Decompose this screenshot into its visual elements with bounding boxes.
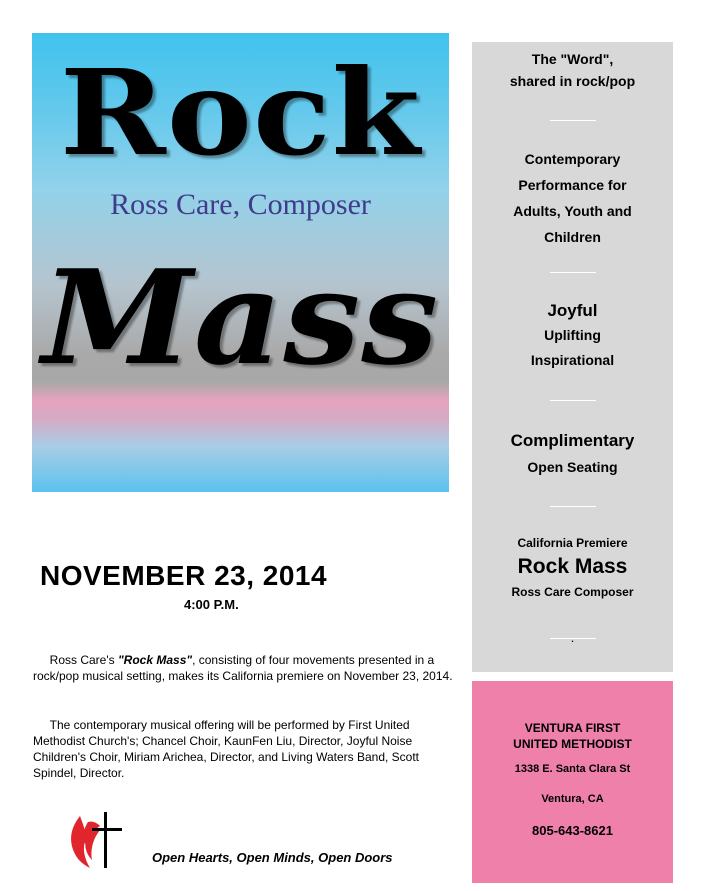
sidebar-text: California Premiere (517, 536, 628, 550)
description-p2-text: The contemporary musical offering will be performed by First United Methodist Church's; Chancel Choir, KaunFen Liu, Director, Joyful Noise Children's Choir, Miriam Arichea, Director, and Living Waters Band, Scott Spindel, Director. (33, 718, 420, 780)
description-paragraph-1 (33, 652, 459, 684)
sidebar-text: Rock Mass (517, 555, 628, 578)
sidebar-section-joyful (472, 299, 673, 373)
church-name-line: VENTURA FIRST (524, 721, 621, 735)
description-p1-prefix: Ross Care's (49, 653, 118, 667)
hero-title-mass: Mass (41, 241, 440, 394)
contact-box (472, 681, 673, 883)
sidebar-section-seating (472, 429, 673, 481)
tagline: Open Hearts, Open Minds, Open Doors (152, 850, 393, 865)
hero-banner (32, 33, 449, 492)
sidebar-dot: . (571, 634, 574, 644)
event-time: 4:00 P.M. (184, 597, 239, 612)
sidebar-text: Joyful (547, 301, 598, 320)
church-name-line: UNITED METHODIST (513, 737, 632, 751)
sidebar-text: Complimentary (510, 431, 635, 450)
description-p1-rest: , consisting of four movements presented in a rock/pop musical setting, makes its California premiere on November 23, 2014. (33, 653, 453, 683)
sidebar-text: Ross Care Composer (511, 585, 634, 599)
sidebar-section-performance (472, 146, 673, 250)
cross-and-flame-icon (66, 808, 132, 870)
description-p1-title: "Rock Mass" (117, 653, 193, 667)
description-paragraph-2 (33, 717, 459, 781)
sidebar-divider (550, 120, 596, 121)
church-address: 1338 E. Santa Clara St (514, 763, 631, 775)
church-phone: 805-643-8621 (532, 823, 613, 838)
sidebar-text: Inspirational (530, 352, 615, 368)
church-city: Ventura, CA (541, 793, 604, 805)
sidebar-text: Children (544, 229, 601, 245)
sidebar-text: shared in rock/pop (509, 73, 636, 89)
sidebar-divider (550, 272, 596, 273)
event-date: NOVEMBER 23, 2014 (40, 560, 328, 591)
sidebar-section-word (472, 48, 673, 92)
sidebar-section-premiere (472, 534, 673, 602)
sidebar-text: Adults, Youth and (513, 203, 632, 219)
sidebar-text: Open Seating (527, 459, 618, 475)
sidebar-text: Contemporary (524, 151, 621, 167)
sidebar-text: Performance for (518, 177, 627, 193)
hero-composer: Ross Care, Composer (110, 188, 371, 221)
sidebar-text: The "Word", (531, 51, 614, 67)
church-name (472, 720, 673, 752)
hero-title-rock: Rock (59, 43, 422, 182)
sidebar-divider (550, 400, 596, 401)
sidebar-divider (550, 506, 596, 507)
highlights-sidebar (472, 42, 673, 672)
sidebar-text: Uplifting (544, 327, 601, 343)
